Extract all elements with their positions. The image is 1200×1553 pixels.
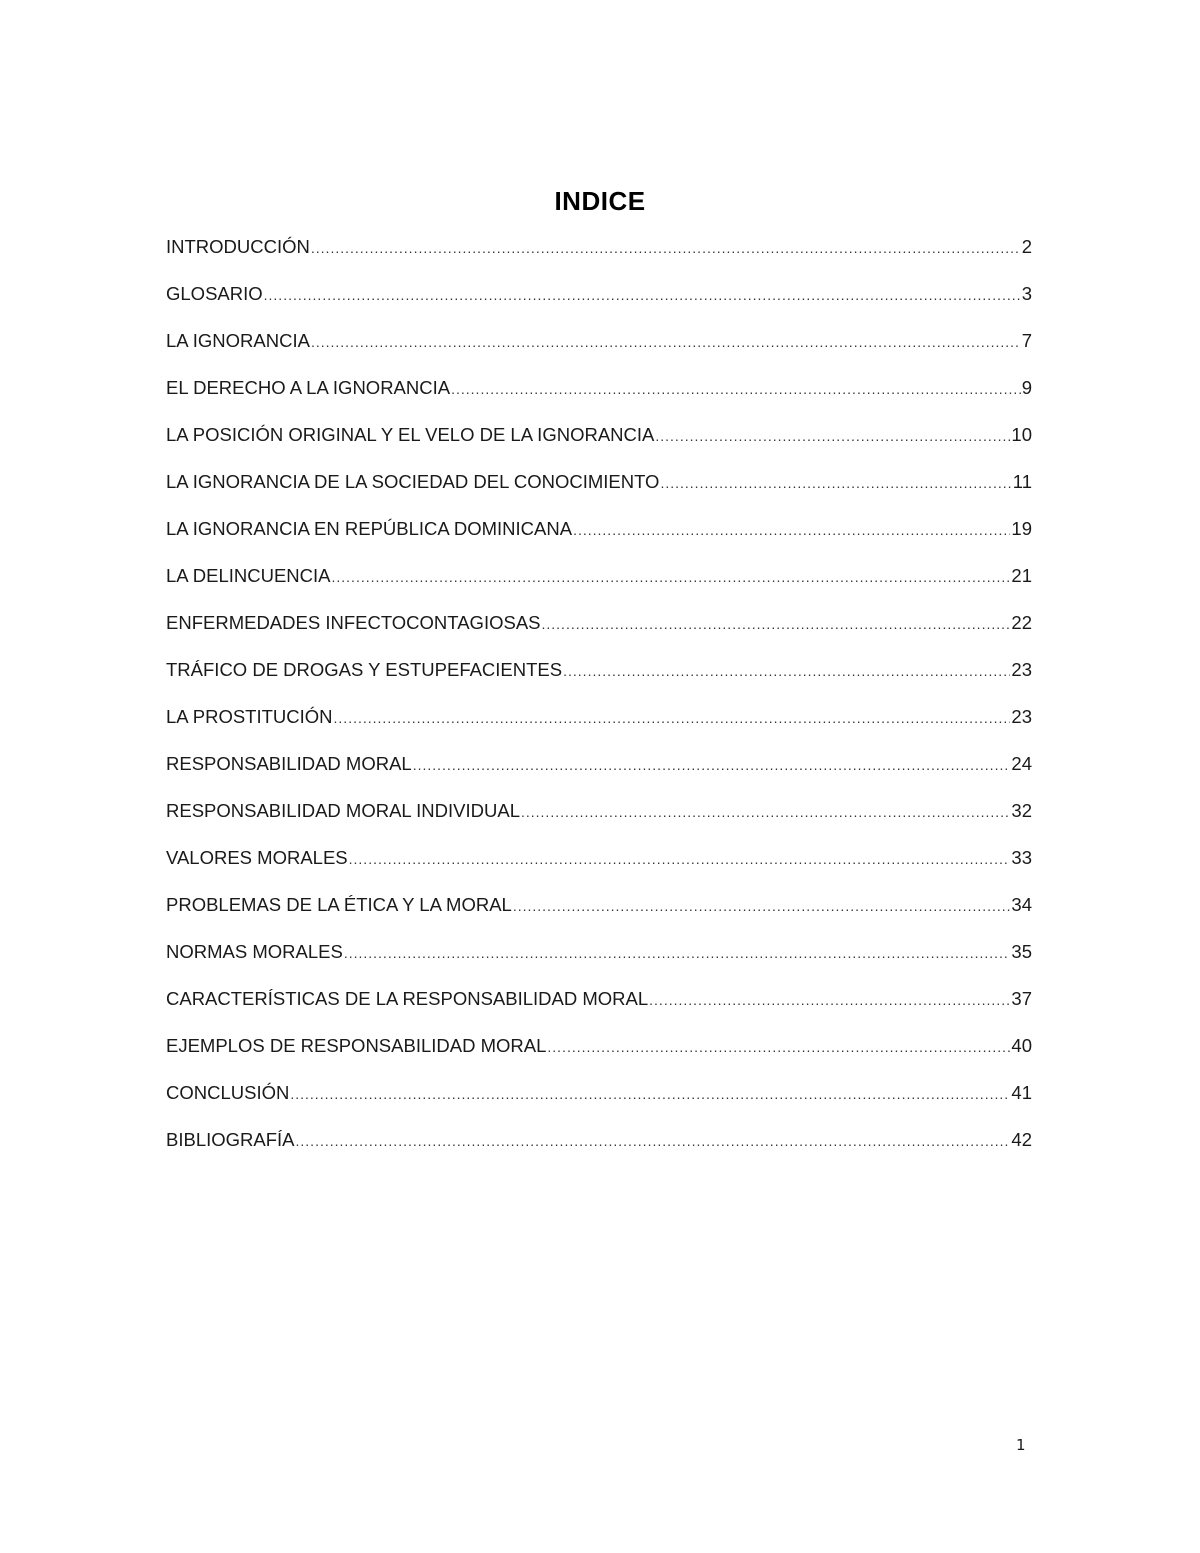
dot-leader xyxy=(264,281,1021,309)
toc-entry xyxy=(166,797,1032,844)
dot-leader xyxy=(290,1080,1010,1108)
toc-entry-page: 9 xyxy=(1021,377,1032,398)
dot-leader xyxy=(521,798,1010,826)
toc-entry xyxy=(166,750,1032,797)
toc-entry xyxy=(166,468,1032,515)
toc-entry-label: LA IGNORANCIA DE LA SOCIEDAD DEL CONOCIMIENTO xyxy=(166,471,660,492)
toc-entry xyxy=(166,280,1032,327)
toc-entry-label: PROBLEMAS DE LA ÉTICA Y LA MORAL xyxy=(166,894,512,915)
dot-leader xyxy=(334,704,1011,732)
dot-leader xyxy=(573,516,1010,544)
dot-leader xyxy=(311,328,1021,356)
dot-leader xyxy=(660,469,1011,497)
dot-leader xyxy=(563,657,1010,685)
toc-entry-page: 40 xyxy=(1011,1035,1032,1056)
toc-entry-label: TRÁFICO DE DROGAS Y ESTUPEFACIENTES xyxy=(166,659,563,680)
toc-entry-label: ENFERMEDADES INFECTOCONTAGIOSAS xyxy=(166,612,541,633)
toc-entry-page: 37 xyxy=(1011,988,1032,1009)
toc-entry-label: LA PROSTITUCIÓN xyxy=(166,706,333,727)
toc-entry xyxy=(166,327,1032,374)
toc-entry xyxy=(166,985,1032,1032)
toc-entry-page: 22 xyxy=(1011,612,1032,633)
toc-entry-label: RESPONSABILIDAD MORAL INDIVIDUAL xyxy=(166,800,520,821)
toc-entry-page: 21 xyxy=(1011,565,1032,586)
toc-entry xyxy=(166,1079,1032,1126)
toc-entry-page: 34 xyxy=(1011,894,1032,915)
toc-entry xyxy=(166,844,1032,891)
page-title: INDICE xyxy=(554,186,646,216)
dot-leader xyxy=(542,610,1011,638)
dot-leader xyxy=(311,234,1021,262)
toc-entry xyxy=(166,233,1032,280)
dot-leader xyxy=(513,892,1011,920)
dot-leader xyxy=(349,845,1011,873)
toc-entry-label: EL DERECHO A LA IGNORANCIA xyxy=(166,377,451,398)
toc-entry xyxy=(166,515,1032,562)
toc-entry-label: VALORES MORALES xyxy=(166,847,348,868)
toc-entry-page: 24 xyxy=(1011,753,1032,774)
table-of-contents xyxy=(166,233,1032,1173)
toc-entry-label: LA IGNORANCIA xyxy=(166,330,310,351)
page-number: 1 xyxy=(1016,1436,1026,1454)
toc-entry-page: 23 xyxy=(1011,706,1032,727)
toc-entry xyxy=(166,938,1032,985)
toc-entry-label: LA POSICIÓN ORIGINAL Y EL VELO DE LA IGNORANCIA xyxy=(166,424,655,445)
toc-entry xyxy=(166,562,1032,609)
toc-entry xyxy=(166,1032,1032,1079)
dot-leader xyxy=(296,1127,1011,1155)
toc-entry-page: 32 xyxy=(1011,800,1032,821)
toc-entry-page: 42 xyxy=(1011,1129,1032,1150)
toc-entry xyxy=(166,656,1032,703)
toc-entry-label: GLOSARIO xyxy=(166,283,263,304)
toc-entry-page: 10 xyxy=(1011,424,1032,445)
toc-entry-label: BIBLIOGRAFÍA xyxy=(166,1129,295,1150)
toc-entry xyxy=(166,374,1032,421)
toc-entry-label: LA IGNORANCIA EN REPÚBLICA DOMINICANA xyxy=(166,518,573,539)
toc-entry-page: 19 xyxy=(1011,518,1032,539)
dot-leader xyxy=(451,375,1021,403)
toc-entry-label: INTRODUCCIÓN xyxy=(166,236,310,257)
dot-leader xyxy=(649,986,1010,1014)
dot-leader xyxy=(547,1033,1010,1061)
toc-entry xyxy=(166,421,1032,468)
toc-entry-page: 7 xyxy=(1021,330,1032,351)
toc-entry-label: CONCLUSIÓN xyxy=(166,1082,290,1103)
toc-entry-label: EJEMPLOS DE RESPONSABILIDAD MORAL xyxy=(166,1035,547,1056)
dot-leader xyxy=(655,422,1010,450)
toc-entry xyxy=(166,1126,1032,1173)
toc-entry-page: 11 xyxy=(1012,471,1032,492)
toc-entry-page: 41 xyxy=(1011,1082,1032,1103)
toc-entry-label: NORMAS MORALES xyxy=(166,941,343,962)
toc-entry xyxy=(166,891,1032,938)
toc-entry-page: 3 xyxy=(1021,283,1032,304)
dot-leader xyxy=(332,563,1011,591)
toc-entry-page: 33 xyxy=(1011,847,1032,868)
toc-entry-label: LA DELINCUENCIA xyxy=(166,565,331,586)
dot-leader xyxy=(344,939,1011,967)
toc-entry-label: CARACTERÍSTICAS DE LA RESPONSABILIDAD MORAL xyxy=(166,988,649,1009)
toc-entry-page: 23 xyxy=(1011,659,1032,680)
toc-entry xyxy=(166,609,1032,656)
toc-entry-page: 35 xyxy=(1011,941,1032,962)
toc-entry-label: RESPONSABILIDAD MORAL xyxy=(166,753,412,774)
toc-entry xyxy=(166,703,1032,750)
toc-entry-page: 2 xyxy=(1021,236,1032,257)
dot-leader xyxy=(413,751,1011,779)
